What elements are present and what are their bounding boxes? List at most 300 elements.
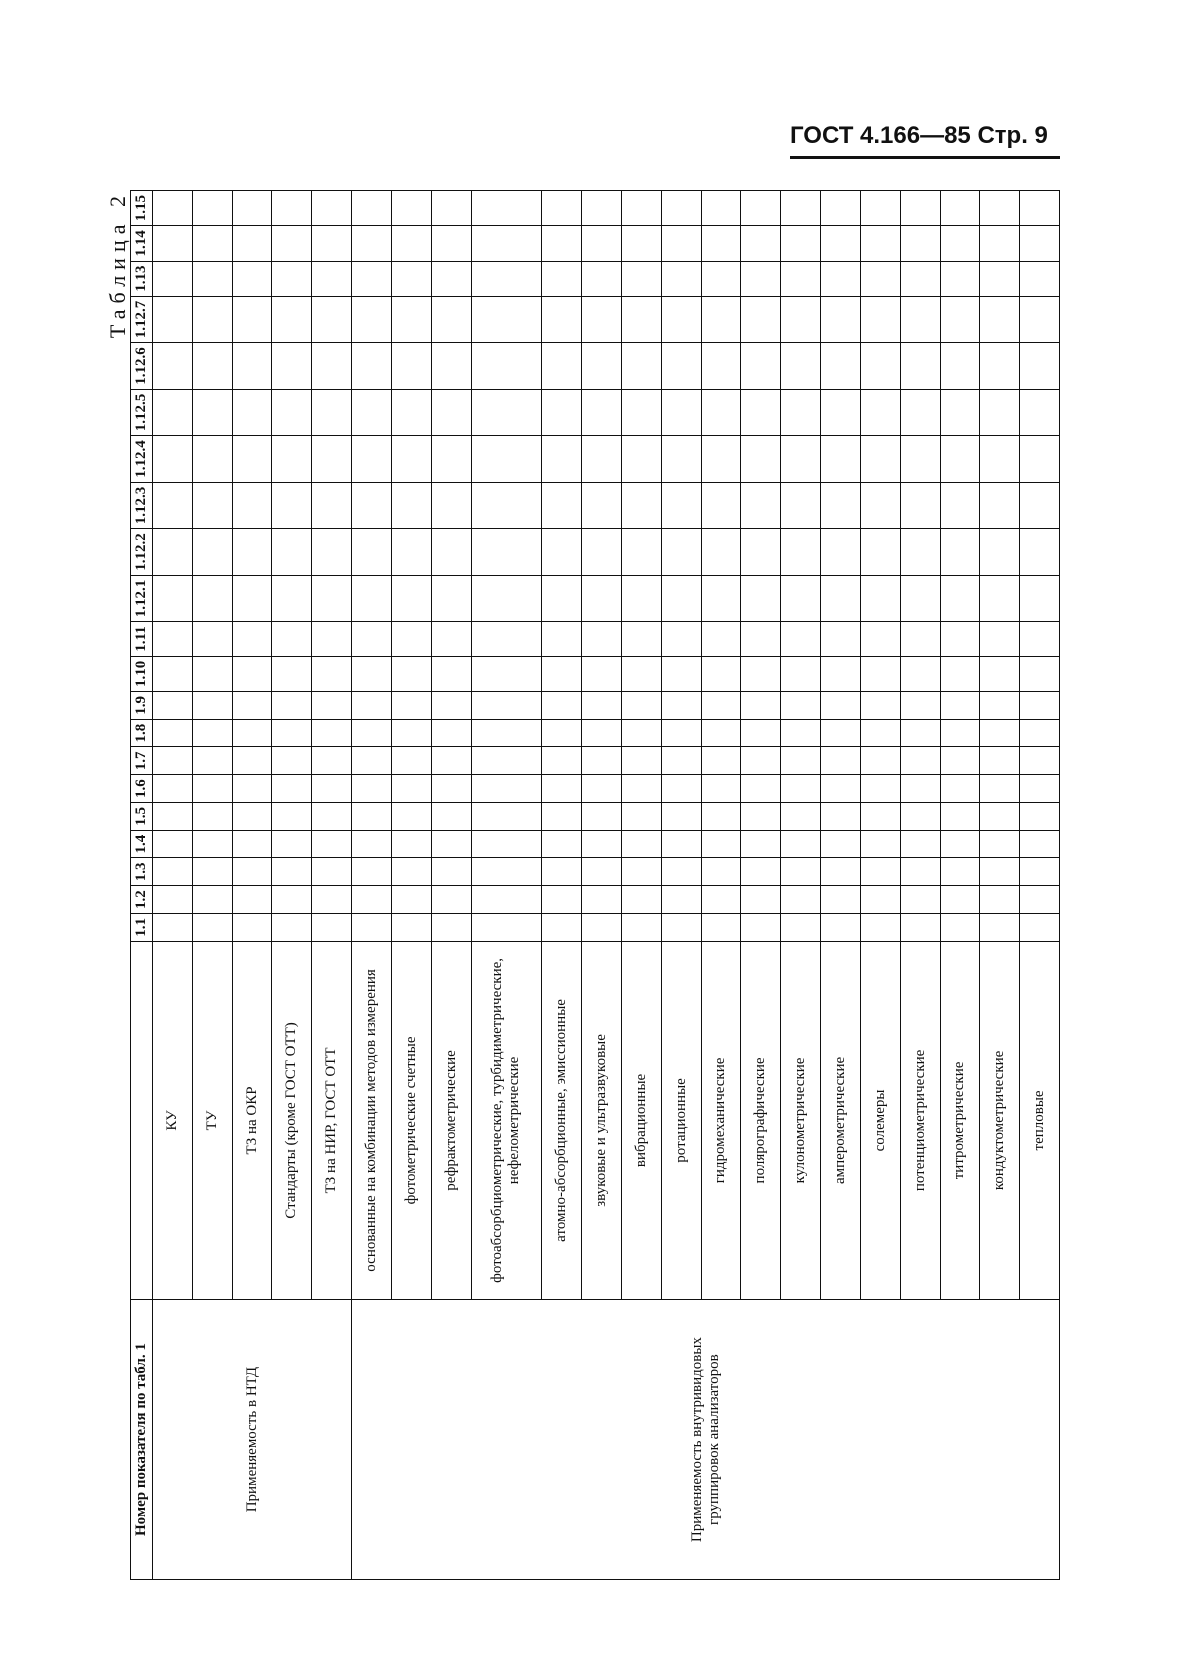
mark-cell [582, 775, 622, 803]
mark-cell [621, 719, 661, 747]
mark-cell [741, 802, 781, 830]
mark-cell [352, 775, 392, 803]
mark-cell [582, 691, 622, 719]
mark-cell [1020, 691, 1060, 719]
mark-cell [391, 261, 431, 296]
mark-cell [192, 691, 232, 719]
table-wrap [130, 190, 1060, 1580]
column-label: 1.12.7 [131, 296, 153, 343]
mark-cell [661, 747, 701, 775]
mark-cell [542, 296, 582, 343]
mark-cell [542, 622, 582, 656]
mark-cell [781, 913, 821, 941]
mark-cell [781, 747, 821, 775]
mark-cell [431, 622, 471, 656]
mark-cell [232, 802, 272, 830]
mark-cell [153, 389, 193, 436]
mark-cell [542, 191, 582, 226]
mark-cell [821, 191, 861, 226]
mark-cell [542, 886, 582, 914]
row-label: ТЗ на НИР, ГОСТ ОТТ [312, 941, 352, 1299]
mark-cell [272, 913, 312, 941]
mark-cell [431, 436, 471, 483]
mark-cell [391, 343, 431, 390]
mark-cell [701, 575, 741, 622]
mark-cell [900, 719, 940, 747]
column-label: 1.12.3 [131, 482, 153, 529]
row-label: основанные на комбинации методов измерения [352, 941, 392, 1299]
mark-cell [312, 691, 352, 719]
mark-cell [352, 913, 392, 941]
mark-cell [980, 913, 1020, 941]
mark-cell [431, 296, 471, 343]
mark-cell [900, 343, 940, 390]
mark-cell [471, 622, 542, 656]
mark-cell [701, 529, 741, 576]
mark-cell [232, 719, 272, 747]
mark-cell [192, 622, 232, 656]
mark-cell [781, 343, 821, 390]
mark-cell [741, 656, 781, 691]
mark-cell [661, 775, 701, 803]
mark-cell [192, 343, 232, 390]
mark-cell [661, 226, 701, 261]
mark-cell [701, 886, 741, 914]
mark-cell [272, 529, 312, 576]
mark-cell [900, 830, 940, 858]
mark-cell [192, 296, 232, 343]
corner-label: Номер показателя по табл. 1 [131, 1300, 153, 1580]
mark-cell [272, 261, 312, 296]
mark-cell [621, 691, 661, 719]
mark-cell [153, 296, 193, 343]
mark-cell [900, 775, 940, 803]
mark-cell [1020, 436, 1060, 483]
mark-cell [701, 858, 741, 886]
mark-cell [1020, 719, 1060, 747]
mark-cell [860, 226, 900, 261]
mark-cell [661, 830, 701, 858]
row-label: потенциометрические [900, 941, 940, 1299]
mark-cell [431, 656, 471, 691]
mark-cell [391, 886, 431, 914]
mark-cell [860, 802, 900, 830]
mark-cell [153, 775, 193, 803]
mark-cell [701, 691, 741, 719]
mark-cell [1020, 226, 1060, 261]
mark-cell [582, 886, 622, 914]
mark-cell [431, 858, 471, 886]
mark-cell [1020, 191, 1060, 226]
mark-cell [391, 913, 431, 941]
mark-cell [940, 858, 980, 886]
mark-cell [821, 858, 861, 886]
mark-cell [781, 226, 821, 261]
mark-cell [900, 656, 940, 691]
mark-cell [980, 296, 1020, 343]
mark-cell [272, 191, 312, 226]
mark-cell [860, 575, 900, 622]
mark-cell [621, 886, 661, 914]
mark-cell [741, 226, 781, 261]
mark-cell [821, 482, 861, 529]
mark-cell [232, 191, 272, 226]
mark-cell [1020, 656, 1060, 691]
mark-cell [860, 436, 900, 483]
mark-cell [741, 343, 781, 390]
mark-cell [391, 830, 431, 858]
mark-cell [471, 858, 542, 886]
mark-cell [741, 858, 781, 886]
mark-cell [471, 719, 542, 747]
mark-cell [741, 529, 781, 576]
mark-cell [1020, 343, 1060, 390]
mark-cell [192, 802, 232, 830]
mark-cell [741, 389, 781, 436]
mark-cell [1020, 802, 1060, 830]
row-label: амперометрические [821, 941, 861, 1299]
mark-cell [312, 529, 352, 576]
mark-cell [391, 691, 431, 719]
mark-cell [701, 343, 741, 390]
mark-cell [431, 830, 471, 858]
mark-cell [312, 226, 352, 261]
mark-cell [312, 296, 352, 343]
mark-cell [860, 858, 900, 886]
mark-cell [352, 886, 392, 914]
mark-cell [312, 719, 352, 747]
mark-cell [153, 622, 193, 656]
mark-cell [232, 858, 272, 886]
mark-cell [860, 775, 900, 803]
column-label: 1.10 [131, 656, 153, 691]
column-label: 1.4 [131, 830, 153, 858]
mark-cell [471, 886, 542, 914]
mark-cell [192, 858, 232, 886]
mark-cell [582, 913, 622, 941]
mark-cell [232, 575, 272, 622]
mark-cell [352, 436, 392, 483]
mark-cell [232, 691, 272, 719]
mark-cell [781, 191, 821, 226]
mark-cell [821, 622, 861, 656]
mark-cell [352, 719, 392, 747]
row-label: полярографические [741, 941, 781, 1299]
mark-cell [940, 747, 980, 775]
mark-cell [352, 858, 392, 886]
mark-cell [980, 575, 1020, 622]
mark-cell [232, 436, 272, 483]
mark-cell [860, 261, 900, 296]
mark-cell [391, 747, 431, 775]
mark-cell [232, 913, 272, 941]
mark-cell [661, 575, 701, 622]
mark-cell [900, 389, 940, 436]
mark-cell [821, 575, 861, 622]
column-label: 1.9 [131, 691, 153, 719]
mark-cell [232, 747, 272, 775]
mark-cell [900, 436, 940, 483]
mark-cell [661, 261, 701, 296]
mark-cell [980, 191, 1020, 226]
mark-cell [741, 775, 781, 803]
mark-cell [352, 622, 392, 656]
table-row [153, 191, 193, 1580]
mark-cell [900, 261, 940, 296]
mark-cell [582, 747, 622, 775]
mark-cell [621, 775, 661, 803]
mark-cell [391, 529, 431, 576]
mark-cell [272, 691, 312, 719]
mark-cell [1020, 575, 1060, 622]
mark-cell [980, 830, 1020, 858]
mark-cell [1020, 529, 1060, 576]
mark-cell [1020, 747, 1060, 775]
mark-cell [980, 691, 1020, 719]
mark-cell [272, 886, 312, 914]
mark-cell [621, 858, 661, 886]
mark-cell [621, 482, 661, 529]
mark-cell [272, 389, 312, 436]
mark-cell [153, 719, 193, 747]
mark-cell [582, 858, 622, 886]
mark-cell [781, 482, 821, 529]
mark-cell [192, 226, 232, 261]
mark-cell [980, 226, 1020, 261]
mark-cell [232, 226, 272, 261]
mark-cell [900, 529, 940, 576]
mark-cell [940, 802, 980, 830]
mark-cell [980, 719, 1020, 747]
mark-cell [232, 482, 272, 529]
mark-cell [781, 656, 821, 691]
mark-cell [821, 226, 861, 261]
mark-cell [542, 529, 582, 576]
mark-cell [471, 343, 542, 390]
mark-cell [153, 191, 193, 226]
mark-cell [860, 622, 900, 656]
mark-cell [821, 747, 861, 775]
mark-cell [1020, 296, 1060, 343]
mark-cell [542, 719, 582, 747]
mark-cell [352, 529, 392, 576]
mark-cell [153, 913, 193, 941]
mark-cell [391, 575, 431, 622]
mark-cell [741, 296, 781, 343]
mark-cell [980, 389, 1020, 436]
mark-cell [352, 296, 392, 343]
mark-cell [980, 775, 1020, 803]
mark-cell [661, 482, 701, 529]
mark-cell [153, 691, 193, 719]
mark-cell [900, 747, 940, 775]
mark-cell [582, 719, 622, 747]
mark-cell [741, 482, 781, 529]
mark-cell [312, 747, 352, 775]
row-label: фотометрические счетные [391, 941, 431, 1299]
mark-cell [940, 719, 980, 747]
mark-cell [192, 482, 232, 529]
mark-cell [431, 719, 471, 747]
mark-cell [781, 691, 821, 719]
mark-cell [821, 719, 861, 747]
mark-cell [272, 622, 312, 656]
mark-cell [391, 226, 431, 261]
mark-cell [940, 622, 980, 656]
mark-cell [621, 529, 661, 576]
mark-cell [621, 656, 661, 691]
mark-cell [701, 802, 741, 830]
page-label: Стр. 9 [977, 122, 1048, 149]
row-label: вибрационные [621, 941, 661, 1299]
column-label: 1.11 [131, 622, 153, 656]
column-label: 1.8 [131, 719, 153, 747]
mark-cell [232, 296, 272, 343]
mark-cell [741, 622, 781, 656]
mark-cell [940, 191, 980, 226]
mark-cell [980, 802, 1020, 830]
mark-cell [272, 747, 312, 775]
mark-cell [431, 482, 471, 529]
mark-cell [741, 261, 781, 296]
mark-cell [391, 622, 431, 656]
column-label: 1.12.5 [131, 389, 153, 436]
mark-cell [582, 226, 622, 261]
mark-cell [232, 622, 272, 656]
mark-cell [860, 830, 900, 858]
mark-cell [542, 436, 582, 483]
mark-cell [701, 261, 741, 296]
mark-cell [352, 656, 392, 691]
mark-cell [471, 389, 542, 436]
mark-cell [272, 436, 312, 483]
mark-cell [741, 830, 781, 858]
mark-cell [272, 656, 312, 691]
mark-cell [582, 830, 622, 858]
mark-cell [312, 913, 352, 941]
mark-cell [582, 482, 622, 529]
column-label: 1.12.4 [131, 436, 153, 483]
mark-cell [741, 191, 781, 226]
mark-cell [582, 436, 622, 483]
mark-cell [352, 226, 392, 261]
mark-cell [980, 656, 1020, 691]
mark-cell [582, 191, 622, 226]
mark-cell [312, 802, 352, 830]
mark-cell [542, 747, 582, 775]
mark-cell [153, 802, 193, 830]
mark-cell [701, 296, 741, 343]
mark-cell [781, 719, 821, 747]
mark-cell [781, 858, 821, 886]
mark-cell [860, 886, 900, 914]
mark-cell [471, 226, 542, 261]
mark-cell [542, 691, 582, 719]
mark-cell [272, 296, 312, 343]
mark-cell [661, 343, 701, 390]
mark-cell [471, 913, 542, 941]
mark-cell [153, 343, 193, 390]
mark-cell [582, 575, 622, 622]
mark-cell [621, 296, 661, 343]
mark-cell [821, 656, 861, 691]
column-label: 1.5 [131, 802, 153, 830]
mark-cell [1020, 389, 1060, 436]
mark-cell [471, 691, 542, 719]
mark-cell [232, 343, 272, 390]
mark-cell [272, 858, 312, 886]
mark-cell [431, 575, 471, 622]
mark-cell [192, 775, 232, 803]
mark-cell [621, 913, 661, 941]
row-label: тепловые [1020, 941, 1060, 1299]
page-header [790, 122, 1060, 159]
column-label: 1.7 [131, 747, 153, 775]
rotated-table [130, 190, 1060, 1580]
mark-cell [391, 482, 431, 529]
mark-cell [471, 656, 542, 691]
group-cell: Применяемость в НТД [153, 1300, 352, 1580]
column-label: 1.12.1 [131, 575, 153, 622]
mark-cell [153, 226, 193, 261]
mark-cell [781, 529, 821, 576]
mark-cell [391, 191, 431, 226]
mark-cell [192, 656, 232, 691]
mark-cell [701, 719, 741, 747]
row-label: рефрактометрические [431, 941, 471, 1299]
mark-cell [860, 529, 900, 576]
mark-cell [980, 858, 1020, 886]
mark-cell [661, 622, 701, 656]
doc-title: ГОСТ 4.166—85 [790, 122, 971, 149]
mark-cell [900, 913, 940, 941]
mark-cell [940, 343, 980, 390]
mark-cell [192, 529, 232, 576]
mark-cell [621, 191, 661, 226]
mark-cell [431, 389, 471, 436]
mark-cell [272, 719, 312, 747]
mark-cell [940, 389, 980, 436]
mark-cell [352, 261, 392, 296]
mark-cell [192, 436, 232, 483]
mark-cell [980, 886, 1020, 914]
mark-cell [471, 747, 542, 775]
mark-cell [272, 830, 312, 858]
mark-cell [741, 691, 781, 719]
mark-cell [821, 261, 861, 296]
mark-cell [153, 656, 193, 691]
row-label: ТУ [192, 941, 232, 1299]
mark-cell [312, 622, 352, 656]
group-cell: Применяемость внутривидовых группировок анализаторов [352, 1300, 1060, 1580]
applicability-table [130, 190, 1060, 1580]
mark-cell [821, 436, 861, 483]
mark-cell [542, 775, 582, 803]
mark-cell [860, 747, 900, 775]
mark-cell [431, 226, 471, 261]
mark-cell [312, 389, 352, 436]
mark-cell [192, 886, 232, 914]
row-label: Стандарты (кроме ГОСТ ОТТ) [272, 941, 312, 1299]
mark-cell [192, 389, 232, 436]
mark-cell [741, 436, 781, 483]
mark-cell [232, 261, 272, 296]
mark-cell [701, 191, 741, 226]
mark-cell [232, 389, 272, 436]
row-label: фотоабсорбциометрические, турбидиметрические, нефелометрические [471, 941, 542, 1299]
mark-cell [821, 830, 861, 858]
mark-cell [781, 261, 821, 296]
